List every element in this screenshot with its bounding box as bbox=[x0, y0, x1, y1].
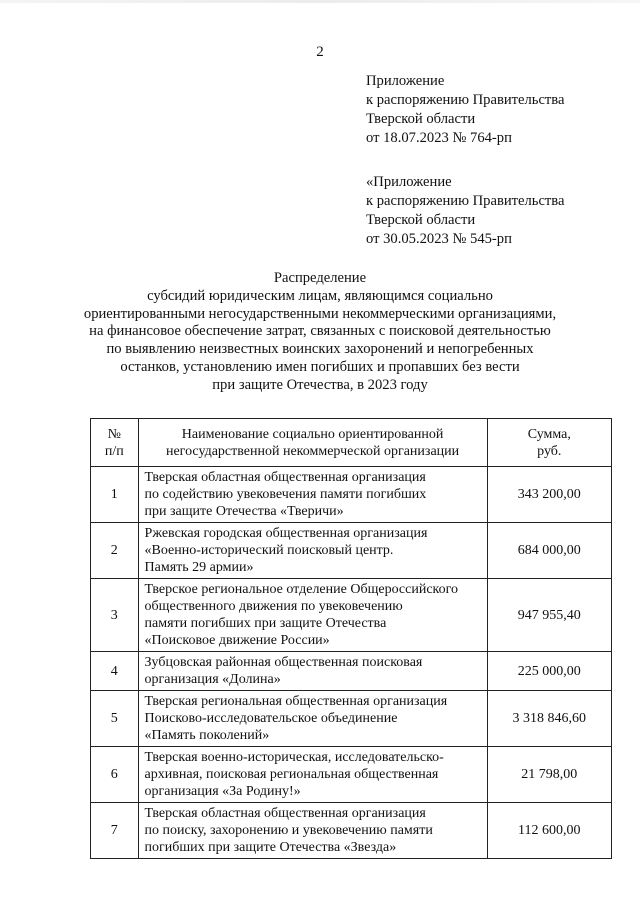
subsidy-amount: 684 000,00 bbox=[487, 523, 611, 579]
title-line: ориентированными негосударственными некоммерческими организациями, bbox=[83, 305, 557, 322]
organization-name-line: памяти погибших при защите Отечества bbox=[144, 616, 387, 631]
organization-name-line: общественного движения по увековечению bbox=[144, 599, 403, 614]
organization-name-line: Тверская региональная общественная организация bbox=[144, 694, 448, 709]
table-header-row bbox=[91, 419, 612, 467]
row-number: 2 bbox=[91, 523, 139, 579]
organization-name-line: Память 29 армии» bbox=[144, 560, 254, 575]
organization-name-line: организация «Долина» bbox=[144, 672, 281, 687]
appendix-line: Тверской области bbox=[366, 111, 476, 127]
row-number: 3 bbox=[91, 579, 139, 652]
subsidy-amount: 343 200,00 bbox=[487, 467, 611, 523]
organization-name-line: Зубцовская районная общественная поисковая bbox=[144, 655, 423, 670]
subsidy-amount: 112 600,00 bbox=[487, 803, 611, 859]
scan-edge bbox=[0, 0, 640, 3]
appendix-line: от 30.05.2023 № 545-рп bbox=[366, 231, 512, 247]
organization-name-line: Тверское региональное отделение Общероссийского bbox=[144, 582, 459, 597]
header-amount bbox=[487, 419, 611, 467]
document-title bbox=[0, 270, 640, 395]
organization-name-line: Ржевская городская общественная организация bbox=[144, 526, 428, 541]
organization-name-line: Поисково-исследовательское объединение bbox=[144, 711, 398, 726]
organization-name bbox=[138, 652, 487, 691]
organization-name-line: «Военно-исторический поисковый центр. bbox=[144, 543, 394, 558]
organization-name bbox=[138, 803, 487, 859]
row-number: 6 bbox=[91, 747, 139, 803]
appendix-current bbox=[366, 72, 626, 148]
organization-name-line: «Поисковое движение России» bbox=[144, 633, 330, 648]
table-row bbox=[91, 467, 612, 523]
header-line: Сумма, bbox=[527, 426, 571, 442]
title-line: субсидий юридическим лицам, являющимся социально bbox=[147, 287, 493, 304]
subsidy-amount: 225 000,00 bbox=[487, 652, 611, 691]
appendix-previous bbox=[366, 173, 626, 249]
organization-name-line: Тверская областная общественная организация bbox=[144, 806, 426, 821]
organization-name bbox=[138, 523, 487, 579]
title-line: останков, установлению имен погибших и пропавших без вести bbox=[120, 358, 520, 375]
header-line: Наименование социально ориентированной bbox=[181, 426, 444, 442]
subsidy-amount: 21 798,00 bbox=[487, 747, 611, 803]
table-row bbox=[91, 747, 612, 803]
header-organization bbox=[138, 419, 487, 467]
organization-name bbox=[138, 747, 487, 803]
subsidy-table bbox=[90, 418, 612, 859]
appendix-line: Приложение bbox=[366, 73, 445, 89]
row-number: 5 bbox=[91, 691, 139, 747]
organization-name-line: Тверская областная общественная организация bbox=[144, 470, 426, 485]
title-line: на финансовое обеспечение затрат, связанных с поисковой деятельностью bbox=[89, 323, 551, 340]
appendix-line: от 18.07.2023 № 764-рп bbox=[366, 130, 512, 146]
table-row bbox=[91, 691, 612, 747]
organization-name-line: при защите Отечества «Тверичи» bbox=[144, 504, 344, 519]
row-number: 7 bbox=[91, 803, 139, 859]
organization-name-line: Тверская военно-историческая, исследовательско- bbox=[144, 750, 444, 765]
title-heading: Распределение bbox=[273, 270, 367, 286]
header-number bbox=[91, 419, 139, 467]
appendix-line: «Приложение bbox=[366, 174, 452, 190]
subsidy-amount: 947 955,40 bbox=[487, 579, 611, 652]
table-row bbox=[91, 803, 612, 859]
row-number: 4 bbox=[91, 652, 139, 691]
header-line: руб. bbox=[537, 443, 562, 459]
organization-name-line: организация «За Родину!» bbox=[144, 784, 301, 799]
organization-name bbox=[138, 467, 487, 523]
table-row bbox=[91, 579, 612, 652]
organization-name-line: по содействию увековечения памяти погибших bbox=[144, 487, 427, 502]
table-row bbox=[91, 523, 612, 579]
appendix-line: к распоряжению Правительства bbox=[366, 193, 565, 209]
subsidy-amount: 3 318 846,60 bbox=[487, 691, 611, 747]
organization-name-line: по поиску, захоронению и увековечению памяти bbox=[144, 823, 433, 838]
header-line: № bbox=[107, 426, 121, 442]
organization-name bbox=[138, 691, 487, 747]
title-line: при защите Отечества, в 2023 году bbox=[212, 376, 428, 393]
table-row bbox=[91, 652, 612, 691]
appendix-line: Тверской области bbox=[366, 212, 476, 228]
header-line: п/п bbox=[104, 443, 124, 459]
title-line: по выявлению неизвестных воинских захоронений и непогребенных bbox=[106, 341, 534, 358]
organization-name-line: «Память поколений» bbox=[144, 728, 270, 743]
appendix-line: к распоряжению Правительства bbox=[366, 92, 565, 108]
organization-name bbox=[138, 579, 487, 652]
header-line: негосударственной некоммерческой организации bbox=[165, 443, 460, 459]
organization-name-line: погибших при защите Отечества «Звезда» bbox=[144, 840, 397, 855]
row-number: 1 bbox=[91, 467, 139, 523]
organization-name-line: архивная, поисковая региональная общественная bbox=[144, 767, 439, 782]
page-number: 2 bbox=[316, 44, 324, 60]
